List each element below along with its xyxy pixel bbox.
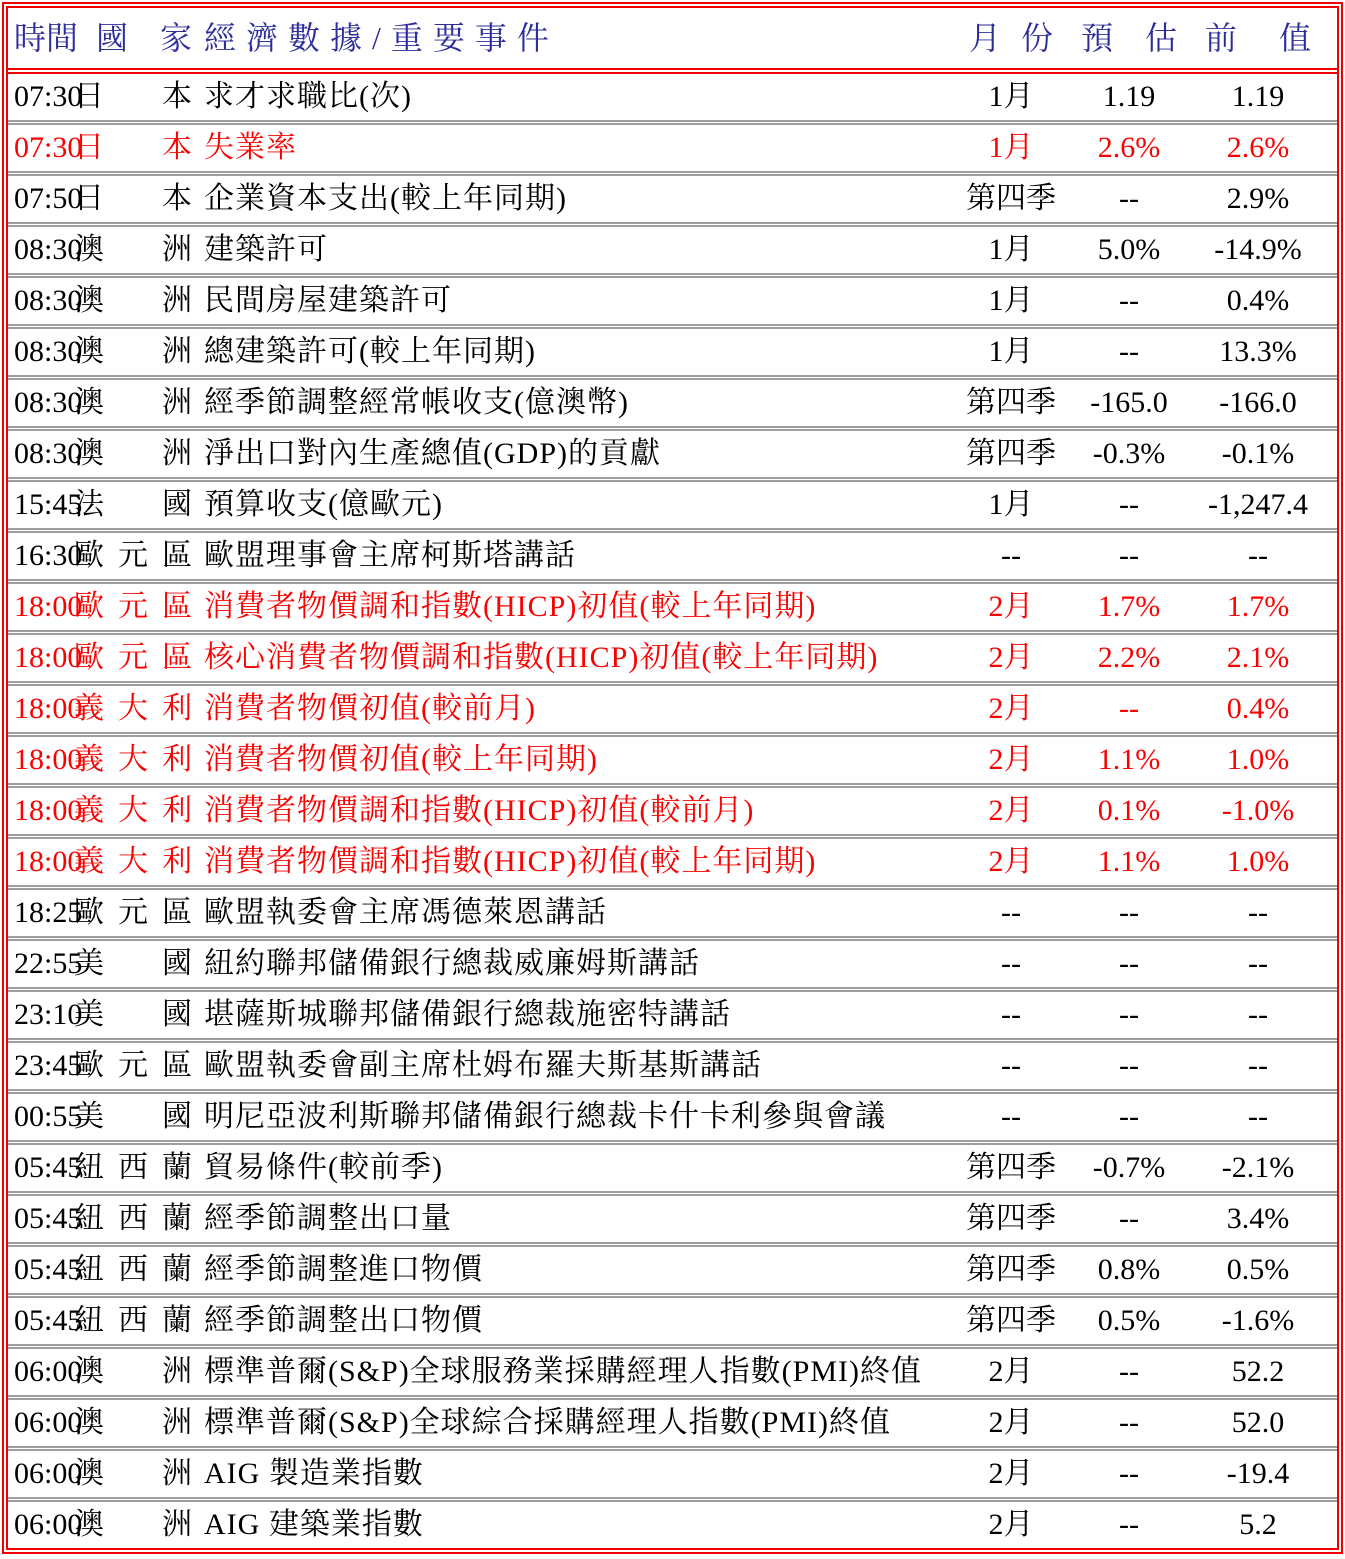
estimate-cell: -- — [1119, 335, 1139, 368]
event-cell: 歐盟理事會主席柯斯塔講話 — [204, 539, 576, 572]
time-cell: 07:50 — [14, 182, 83, 215]
event-cell: 標準普爾(S&P)全球綜合採購經理人指數(PMI)終值 — [204, 1406, 892, 1439]
month-cell: -- — [1001, 539, 1021, 572]
table-body — [8, 74, 1337, 1548]
previous-cell: -19.4 — [1226, 1457, 1290, 1490]
event-cell: 求才求職比(次) — [204, 80, 412, 113]
month-cell: 第四季 — [966, 1304, 1056, 1337]
event-cell: 明尼亞波利斯聯邦儲備銀行總裁卡什卡利參與會議 — [204, 1100, 886, 1133]
table-row — [8, 1242, 1337, 1293]
country-cell: 義大利 — [74, 743, 192, 776]
table-row — [8, 528, 1337, 579]
country-cell: 義大利 — [74, 845, 192, 878]
month-cell: 2月 — [988, 743, 1034, 776]
estimate-cell: -- — [1119, 1406, 1139, 1439]
estimate-cell: -- — [1119, 1202, 1139, 1235]
previous-cell: -166.0 — [1219, 386, 1297, 419]
event-cell: 經季節調整出口物價 — [204, 1304, 483, 1337]
estimate-cell: -0.7% — [1092, 1151, 1166, 1184]
previous-cell: -- — [1248, 1049, 1268, 1082]
previous-cell: 1.7% — [1226, 590, 1290, 623]
month-cell: 1月 — [988, 488, 1034, 521]
month-cell: 2月 — [988, 845, 1034, 878]
estimate-cell: 2.2% — [1097, 641, 1161, 674]
event-cell: 經季節調整進口物價 — [204, 1253, 483, 1286]
month-cell: 1月 — [988, 284, 1034, 317]
country-cell: 法國 — [74, 488, 192, 521]
table-row — [8, 936, 1337, 987]
header-estimate: 預估 — [1081, 20, 1177, 56]
previous-cell: 2.9% — [1226, 182, 1290, 215]
month-cell: 2月 — [988, 1508, 1034, 1541]
previous-cell: -1,247.4 — [1208, 488, 1308, 521]
estimate-cell: 1.7% — [1097, 590, 1161, 623]
estimate-cell: -- — [1119, 1457, 1139, 1490]
country-cell: 義大利 — [74, 794, 192, 827]
table-row — [8, 324, 1337, 375]
country-cell: 歐元區 — [74, 590, 192, 623]
estimate-cell: 0.1% — [1097, 794, 1161, 827]
table-row — [8, 273, 1337, 324]
month-cell: -- — [1001, 1100, 1021, 1133]
country-cell: 紐西蘭 — [74, 1151, 192, 1184]
event-cell: 貿易條件(較前季) — [204, 1151, 443, 1184]
time-cell: 06:00 — [14, 1508, 83, 1541]
table-row — [8, 74, 1337, 120]
table-row — [8, 426, 1337, 477]
month-cell: 2月 — [988, 590, 1034, 623]
month-cell: 第四季 — [966, 182, 1056, 215]
month-cell: 2月 — [988, 692, 1034, 725]
table-row — [8, 171, 1337, 222]
month-cell: 1月 — [988, 233, 1034, 266]
month-cell: 2月 — [988, 1406, 1034, 1439]
time-cell: 18:00 — [14, 590, 83, 623]
estimate-cell: -165.0 — [1090, 386, 1168, 419]
previous-cell: -0.1% — [1221, 437, 1295, 470]
month-cell: 2月 — [988, 794, 1034, 827]
month-cell: -- — [1001, 1049, 1021, 1082]
estimate-cell: 1.1% — [1097, 845, 1161, 878]
time-cell: 07:30 — [14, 131, 83, 164]
previous-cell: 0.5% — [1226, 1253, 1290, 1286]
estimate-cell: -- — [1119, 896, 1139, 929]
previous-cell: 2.6% — [1226, 131, 1290, 164]
table-row — [8, 477, 1337, 528]
previous-cell: -2.1% — [1221, 1151, 1295, 1184]
estimate-cell: -- — [1119, 947, 1139, 980]
previous-cell: 2.1% — [1226, 641, 1290, 674]
event-cell: AIG 製造業指數 — [204, 1457, 424, 1490]
event-cell: AIG 建築業指數 — [204, 1508, 424, 1541]
time-cell: 22:55 — [14, 947, 83, 980]
event-cell: 建築許可 — [204, 233, 328, 266]
event-cell: 淨出口對內生產總值(GDP)的貢獻 — [204, 437, 661, 470]
event-cell: 核心消費者物價調和指數(HICP)初值(較上年同期) — [204, 641, 879, 674]
time-cell: 06:00 — [14, 1355, 83, 1388]
previous-cell: -1.0% — [1221, 794, 1295, 827]
month-cell: 第四季 — [966, 437, 1056, 470]
time-cell: 05:45 — [14, 1253, 83, 1286]
table-row — [8, 732, 1337, 783]
estimate-cell: -- — [1119, 182, 1139, 215]
header-country: 國家 — [96, 20, 192, 56]
estimate-cell: -- — [1119, 539, 1139, 572]
event-cell: 經季節調整出口量 — [204, 1202, 452, 1235]
table-row — [8, 885, 1337, 936]
time-cell: 23:45 — [14, 1049, 83, 1082]
previous-cell: 1.19 — [1231, 80, 1285, 113]
country-cell: 紐西蘭 — [74, 1202, 192, 1235]
month-cell: 第四季 — [966, 386, 1056, 419]
country-cell: 澳洲 — [74, 1355, 192, 1388]
country-cell: 澳洲 — [74, 1406, 192, 1439]
time-cell: 08:30 — [14, 284, 83, 317]
header-time: 時間 — [14, 20, 79, 56]
estimate-cell: 0.5% — [1097, 1304, 1161, 1337]
estimate-cell: 0.8% — [1097, 1253, 1161, 1286]
event-cell: 消費者物價調和指數(HICP)初值(較上年同期) — [204, 845, 817, 878]
header-event: 經濟數據/重要事件 — [204, 20, 559, 56]
country-cell: 日本 — [74, 131, 192, 164]
table-row — [8, 630, 1337, 681]
time-cell: 05:45 — [14, 1202, 83, 1235]
previous-cell: -- — [1248, 896, 1268, 929]
table-row — [8, 579, 1337, 630]
month-cell: 1月 — [988, 131, 1034, 164]
table-row — [8, 681, 1337, 732]
estimate-cell: -- — [1119, 1508, 1139, 1541]
previous-cell: 0.4% — [1226, 692, 1290, 725]
event-cell: 經季節調整經常帳收支(億澳幣) — [204, 386, 629, 419]
month-cell: 2月 — [988, 1355, 1034, 1388]
event-cell: 預算收支(億歐元) — [204, 488, 443, 521]
event-cell: 紐約聯邦儲備銀行總裁威廉姆斯講話 — [204, 947, 700, 980]
month-cell: 2月 — [988, 1457, 1034, 1490]
table-header-row — [8, 8, 1337, 74]
previous-cell: -- — [1248, 947, 1268, 980]
time-cell: 16:30 — [14, 539, 83, 572]
event-cell: 堪薩斯城聯邦儲備銀行總裁施密特講話 — [204, 998, 731, 1031]
time-cell: 08:30 — [14, 335, 83, 368]
month-cell: 第四季 — [966, 1202, 1056, 1235]
event-cell: 失業率 — [204, 131, 297, 164]
estimate-cell: -0.3% — [1092, 437, 1166, 470]
country-cell: 日本 — [74, 80, 192, 113]
estimate-cell: 1.1% — [1097, 743, 1161, 776]
month-cell: 1月 — [988, 80, 1034, 113]
country-cell: 紐西蘭 — [74, 1253, 192, 1286]
estimate-cell: -- — [1119, 1049, 1139, 1082]
estimate-cell: 2.6% — [1097, 131, 1161, 164]
header-previous: 前值 — [1205, 20, 1311, 56]
time-cell: 08:30 — [14, 233, 83, 266]
table-row — [8, 1293, 1337, 1344]
table-row — [8, 1395, 1337, 1446]
previous-cell: 3.4% — [1226, 1202, 1290, 1235]
event-cell: 消費者物價初值(較上年同期) — [204, 743, 598, 776]
header-month: 月份 — [969, 20, 1053, 56]
estimate-cell: -- — [1119, 1355, 1139, 1388]
previous-cell: 1.0% — [1226, 743, 1290, 776]
table-row — [8, 987, 1337, 1038]
table-row — [8, 1191, 1337, 1242]
estimate-cell: -- — [1119, 998, 1139, 1031]
time-cell: 08:30 — [14, 437, 83, 470]
estimate-cell: -- — [1119, 692, 1139, 725]
time-cell: 23:10 — [14, 998, 83, 1031]
event-cell: 標準普爾(S&P)全球服務業採購經理人指數(PMI)終值 — [204, 1355, 923, 1388]
time-cell: 18:00 — [14, 794, 83, 827]
previous-cell: 1.0% — [1226, 845, 1290, 878]
country-cell: 義大利 — [74, 692, 192, 725]
table-row — [8, 1497, 1337, 1548]
time-cell: 05:45 — [14, 1151, 83, 1184]
time-cell: 06:00 — [14, 1457, 83, 1490]
event-cell: 歐盟執委會主席馮德萊恩講話 — [204, 896, 607, 929]
month-cell: -- — [1001, 896, 1021, 929]
estimate-cell: -- — [1119, 1100, 1139, 1133]
previous-cell: 52.0 — [1231, 1406, 1285, 1439]
time-cell: 18:00 — [14, 692, 83, 725]
month-cell: -- — [1001, 998, 1021, 1031]
time-cell: 18:00 — [14, 845, 83, 878]
estimate-cell: -- — [1119, 488, 1139, 521]
estimate-cell: 5.0% — [1097, 233, 1161, 266]
country-cell: 歐元區 — [74, 641, 192, 674]
month-cell: 第四季 — [966, 1151, 1056, 1184]
time-cell: 05:45 — [14, 1304, 83, 1337]
event-cell: 民間房屋建築許可 — [204, 284, 452, 317]
estimate-cell: -- — [1119, 284, 1139, 317]
table-row — [8, 783, 1337, 834]
country-cell: 日本 — [74, 182, 192, 215]
table-row — [8, 1140, 1337, 1191]
time-cell: 18:00 — [14, 743, 83, 776]
event-cell: 消費者物價調和指數(HICP)初值(較上年同期) — [204, 590, 817, 623]
country-cell: 歐元區 — [74, 1049, 192, 1082]
country-cell: 美國 — [74, 1100, 192, 1133]
event-cell: 歐盟執委會副主席杜姆布羅夫斯基斯講話 — [204, 1049, 762, 1082]
table-row — [8, 1446, 1337, 1497]
time-cell: 07:30 — [14, 80, 83, 113]
month-cell: 2月 — [988, 641, 1034, 674]
economic-calendar-table — [2, 2, 1343, 1554]
month-cell: 1月 — [988, 335, 1034, 368]
time-cell: 06:00 — [14, 1406, 83, 1439]
previous-cell: -- — [1248, 1100, 1268, 1133]
time-cell: 18:25 — [14, 896, 83, 929]
country-cell: 澳洲 — [74, 1457, 192, 1490]
previous-cell: 0.4% — [1226, 284, 1290, 317]
country-cell: 美國 — [74, 998, 192, 1031]
event-cell: 總建築許可(較上年同期) — [204, 335, 536, 368]
previous-cell: 52.2 — [1231, 1355, 1285, 1388]
event-cell: 消費者物價初值(較前月) — [204, 692, 536, 725]
country-cell: 歐元區 — [74, 539, 192, 572]
table-row — [8, 222, 1337, 273]
country-cell: 澳洲 — [74, 437, 192, 470]
month-cell: 第四季 — [966, 1253, 1056, 1286]
previous-cell: 13.3% — [1219, 335, 1297, 368]
previous-cell: -- — [1248, 539, 1268, 572]
previous-cell: -1.6% — [1221, 1304, 1295, 1337]
previous-cell: -14.9% — [1214, 233, 1302, 266]
time-cell: 00:55 — [14, 1100, 83, 1133]
previous-cell: 5.2 — [1239, 1508, 1277, 1541]
country-cell: 歐元區 — [74, 896, 192, 929]
table-row — [8, 1089, 1337, 1140]
event-cell: 企業資本支出(較上年同期) — [204, 182, 567, 215]
estimate-cell: 1.19 — [1102, 80, 1156, 113]
country-cell: 紐西蘭 — [74, 1304, 192, 1337]
previous-cell: -- — [1248, 998, 1268, 1031]
table-row — [8, 1038, 1337, 1089]
time-cell: 15:45 — [14, 488, 83, 521]
time-cell: 08:30 — [14, 386, 83, 419]
country-cell: 澳洲 — [74, 386, 192, 419]
table-row — [8, 375, 1337, 426]
country-cell: 澳洲 — [74, 233, 192, 266]
table-row — [8, 120, 1337, 171]
event-cell: 消費者物價調和指數(HICP)初值(較前月) — [204, 794, 755, 827]
time-cell: 18:00 — [14, 641, 83, 674]
table-row — [8, 1344, 1337, 1395]
country-cell: 澳洲 — [74, 284, 192, 317]
country-cell: 澳洲 — [74, 1508, 192, 1541]
country-cell: 美國 — [74, 947, 192, 980]
table-row — [8, 834, 1337, 885]
month-cell: -- — [1001, 947, 1021, 980]
country-cell: 澳洲 — [74, 335, 192, 368]
